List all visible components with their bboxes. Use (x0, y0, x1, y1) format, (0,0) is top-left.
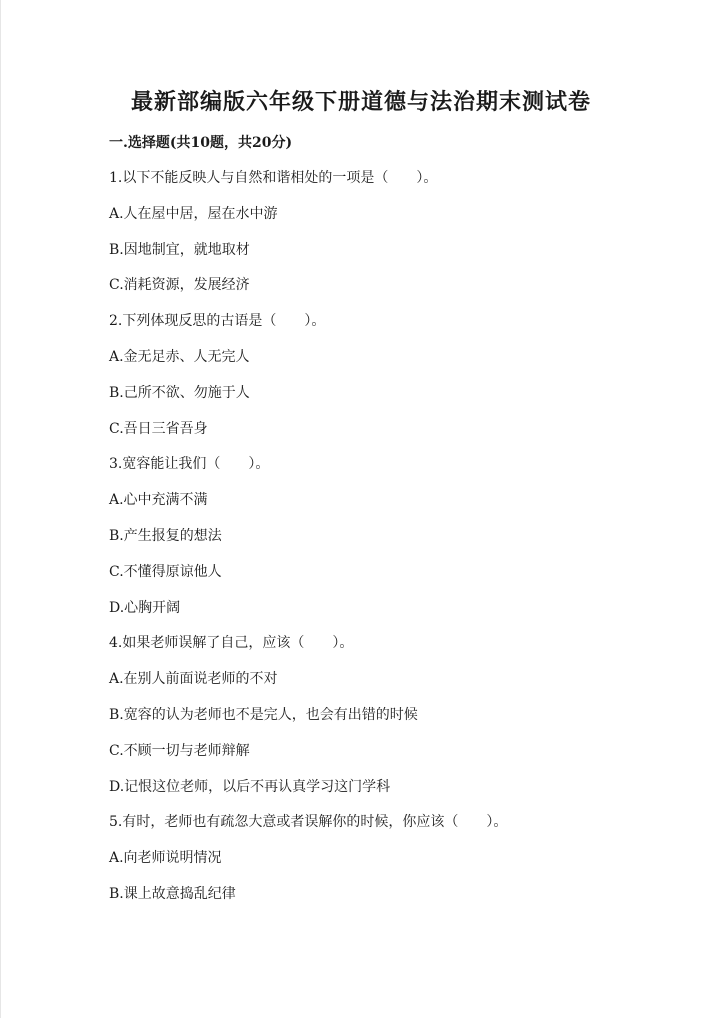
question-list (109, 166, 507, 918)
question-stem: 2.下列体现反思的古语是（ ）。 (109, 313, 326, 330)
question-stem: 4.如果老师误解了自己，应该（ ）。 (109, 635, 354, 652)
answer-option: A.向老师说明情况 (109, 850, 222, 867)
answer-option: B.宽容的认为老师也不是完人，也会有出错的时候 (109, 706, 418, 723)
exam-title: 最新部编版六年级下册道德与法治期末测试卷 (130, 89, 591, 115)
question-stem: 3.宽容能让我们（ ）。 (109, 456, 270, 473)
answer-option: B.课上故意捣乱纪律 (109, 885, 236, 902)
answer-option: A.金无足赤、人无完人 (109, 348, 250, 365)
question-stem: 5.有时，老师也有疏忽大意或者误解你的时候，你应该（ ）。 (109, 814, 508, 831)
answer-option: C.不顾一切与老师辩解 (109, 742, 250, 759)
section-heading: 一.选择题(共10题，共20分) (109, 135, 293, 151)
answer-option: B.产生报复的想法 (109, 527, 222, 544)
answer-option: B.己所不欲、勿施于人 (109, 384, 250, 401)
answer-option: C.消耗资源，发展经济 (109, 277, 250, 294)
answer-option: D.心胸开阔 (109, 599, 181, 616)
answer-option: C.吾日三省吾身 (109, 420, 208, 437)
answer-option: C.不懂得原谅他人 (109, 563, 222, 580)
answer-option: D.记恨这位老师，以后不再认真学习这门学科 (109, 778, 391, 795)
answer-option: B.因地制宜，就地取材 (109, 241, 250, 258)
answer-option: A.心中充满不满 (109, 492, 208, 509)
answer-option: A.人在屋中居，屋在水中游 (109, 205, 278, 222)
question-stem: 1.以下不能反映人与自然和谐相处的一项是（ ）。 (109, 170, 438, 186)
answer-option: A.在别人前面说老师的不对 (109, 671, 278, 688)
